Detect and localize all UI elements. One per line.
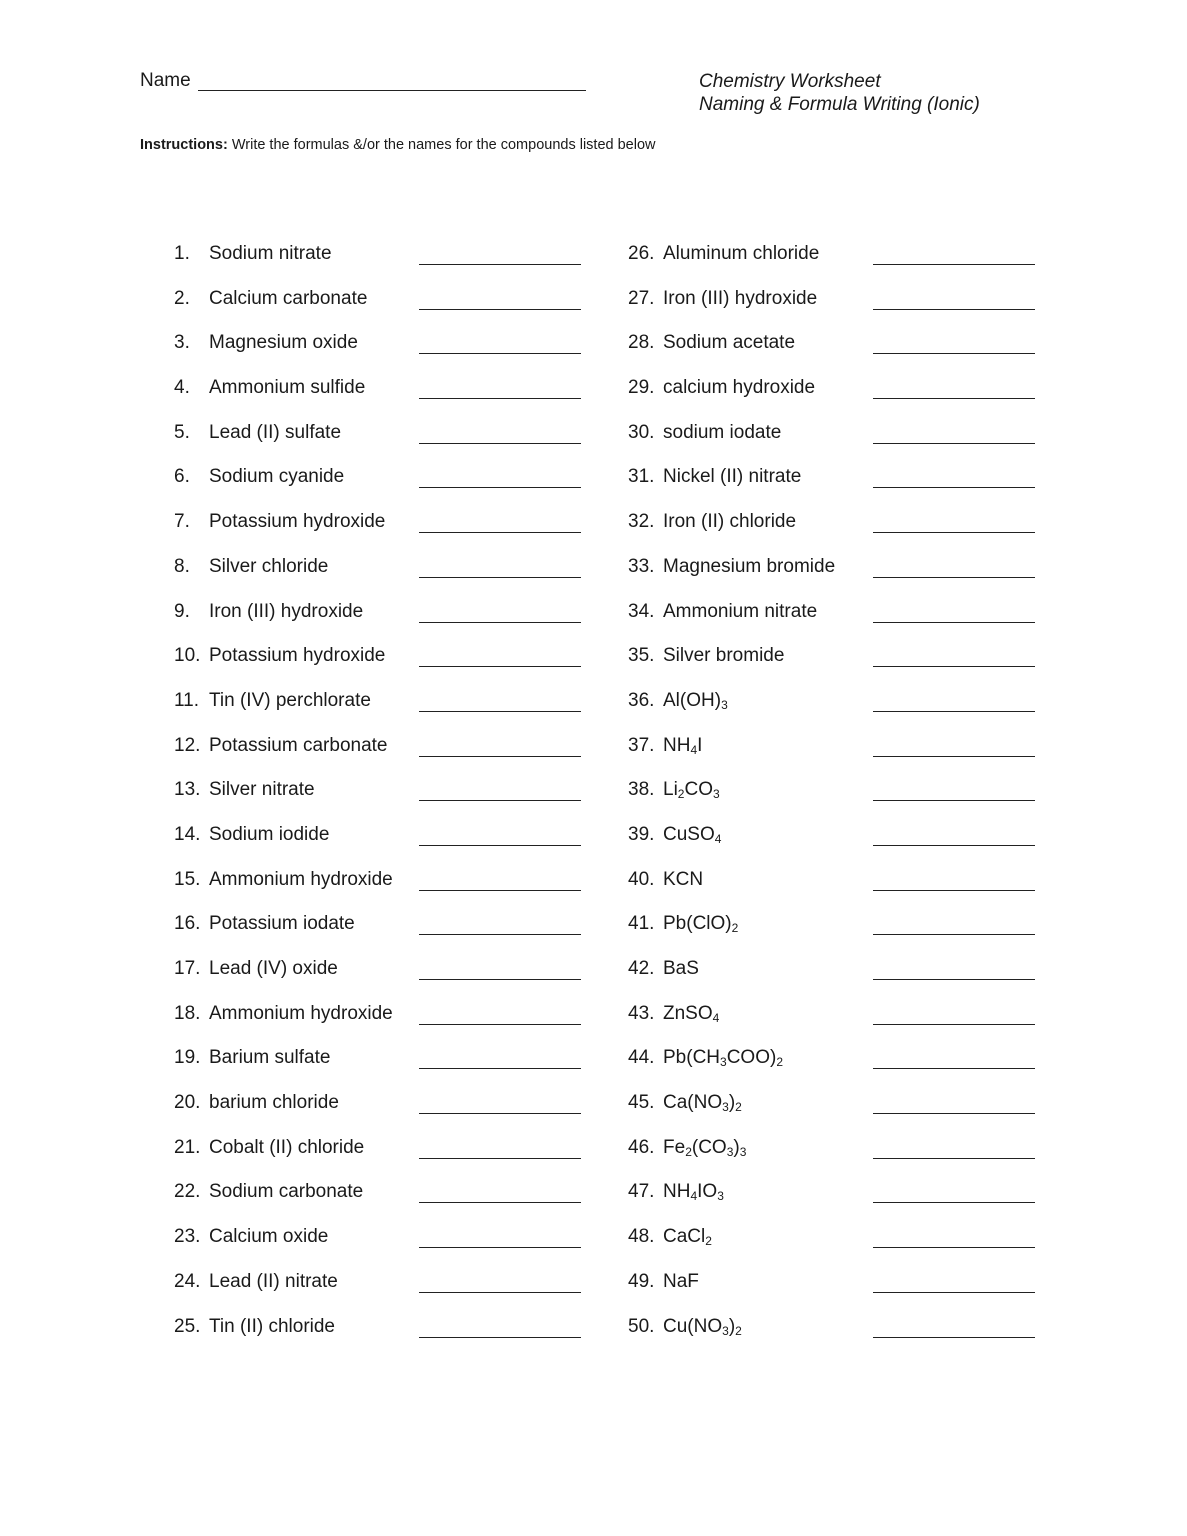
question-text: Sodium carbonate [209,1181,364,1203]
question-item [174,1003,584,1048]
question-item [628,1226,1038,1271]
worksheet-title: Chemistry Worksheet [699,71,881,92]
question-column-right [628,243,1038,1360]
question-number: 2. [174,287,190,309]
question-number: 14. [174,823,201,845]
answer-blank-line[interactable] [873,622,1035,623]
answer-blank-line[interactable] [873,487,1035,488]
name-label: Name [140,70,191,91]
answer-blank-line[interactable] [419,934,581,935]
question-text: Aluminum chloride [663,243,820,264]
answer-blank-line[interactable] [419,1024,581,1025]
answer-blank-line[interactable] [873,1202,1035,1203]
answer-blank-line[interactable] [873,711,1035,712]
question-text: $Ca(NO_3)_2$ [663,1092,742,1115]
answer-blank-line[interactable] [419,353,581,354]
answer-blank-line[interactable] [873,800,1035,801]
question-number: 21. [174,1136,201,1158]
question-text: barium chloride [209,1092,339,1114]
question-number: 18. [174,1002,201,1024]
question-text: $Cu(NO_3)_2$ [663,1315,742,1338]
question-item [174,1047,584,1092]
question-item [174,243,584,288]
answer-blank-line[interactable] [419,1068,581,1069]
question-item [174,1226,584,1271]
question-number: 27. [628,287,655,309]
question-item [628,466,1038,511]
question-item [628,243,1038,288]
question-text: Lead (II) nitrate [209,1270,338,1292]
question-text: Cobalt (II) chloride [209,1136,365,1158]
question-text: Potassium iodate [209,913,355,935]
question-number: 49. [628,1270,655,1292]
question-text: Silver chloride [209,555,329,577]
question-item [174,556,584,601]
question-item [628,735,1038,780]
question-item [174,1181,584,1226]
question-number: 31. [628,466,655,488]
question-text: ZnSO$_4$ [663,1002,720,1025]
question-item [174,1137,584,1182]
answer-blank-line[interactable] [419,890,581,891]
question-item [174,1271,584,1316]
answer-blank-line[interactable] [419,1158,581,1159]
question-text: Potassium carbonate [209,734,388,756]
question-text: CaCl$_2$ [663,1226,712,1249]
answer-blank-line[interactable] [419,309,581,310]
question-text: Iron (III) hydroxide [209,600,364,622]
question-item [174,511,584,556]
answer-blank-line[interactable] [419,622,581,623]
question-number: 9. [174,600,190,622]
question-number: 4. [174,377,190,399]
question-text: sodium iodate [663,421,782,443]
question-text: Lead (II) sulfate [209,421,342,443]
question-number: 28. [628,332,655,354]
question-number: 39. [628,823,655,845]
question-number: 48. [628,1226,655,1248]
question-item [174,779,584,824]
question-text: $Al(OH)_3$ [663,689,728,712]
question-number: 35. [628,645,655,667]
question-text: Magnesium bromide [663,555,836,577]
question-text: Tin (IV) perchlorate [209,689,371,711]
answer-blank-line[interactable] [419,264,581,265]
question-text: CuSO$_4$ [663,823,722,846]
question-number: 43. [628,1002,655,1024]
answer-blank-line[interactable] [873,890,1035,891]
question-item [628,1092,1038,1137]
question-item [628,913,1038,958]
question-text: $Li_2CO_3$ [663,779,720,802]
question-item [174,601,584,646]
title-block [699,70,980,116]
question-text: Potassium hydroxide [209,511,386,533]
question-text: NaF [663,1270,699,1292]
question-text: calcium hydroxide [663,377,816,399]
answer-blank-line[interactable] [873,1247,1035,1248]
answer-blank-line[interactable] [419,1337,581,1338]
question-text: Ammonium hydroxide [209,1002,393,1024]
worksheet-subtitle: Naming & Formula Writing (Ionic) [699,94,980,115]
answer-blank-line[interactable] [873,532,1035,533]
question-number: 50. [628,1315,655,1337]
question-number: 40. [628,868,655,890]
question-item [628,332,1038,377]
answer-blank-line[interactable] [873,934,1035,935]
question-item [628,824,1038,869]
question-number: 36. [628,689,655,711]
question-text: Calcium oxide [209,1226,329,1248]
question-item [174,690,584,735]
question-number: 33. [628,555,655,577]
question-item [174,1316,584,1361]
question-text: Nickel (II) nitrate [663,466,802,488]
question-text: Ammonium nitrate [663,600,818,622]
question-number: 6. [174,466,190,488]
question-number: 45. [628,1092,655,1114]
question-number: 13. [174,779,201,801]
question-item [628,779,1038,824]
question-item [628,645,1038,690]
question-text: Sodium iodide [209,823,330,845]
question-number: 41. [628,913,655,935]
question-text: Ammonium sulfide [209,377,366,399]
question-number: 16. [174,913,201,935]
question-item [174,466,584,511]
answer-blank-line[interactable] [419,1202,581,1203]
question-item [174,377,584,422]
question-number: 29. [628,377,655,399]
question-number: 44. [628,1047,655,1069]
question-number: 1. [174,243,190,264]
question-number: 17. [174,958,201,979]
question-item [628,1316,1038,1361]
question-number: 25. [174,1315,201,1337]
question-item [628,690,1038,735]
answer-blank-line[interactable] [419,443,581,444]
question-text: Barium sulfate [209,1047,331,1069]
question-number: 42. [628,958,655,979]
question-text: Iron (III) hydroxide [663,287,818,309]
answer-blank-line[interactable] [873,1024,1035,1025]
answer-blank-line[interactable] [419,845,581,846]
question-number: 8. [174,555,190,577]
question-text: $Pb(ClO)_2$ [663,913,739,936]
question-text: $Pb(CH_3COO)_2$ [663,1047,783,1070]
answer-blank-line[interactable] [873,577,1035,578]
question-number: 38. [628,779,655,801]
question-item [174,288,584,333]
instructions [140,137,656,153]
question-number: 32. [628,511,655,533]
question-item [628,601,1038,646]
question-text: Silver nitrate [209,779,315,801]
question-text: $NH_4IO_3$ [663,1181,724,1204]
answer-blank-line[interactable] [873,979,1035,980]
answer-blank-line[interactable] [419,756,581,757]
answer-blank-line[interactable] [873,666,1035,667]
question-text: Magnesium oxide [209,332,358,354]
question-number: 12. [174,734,201,756]
answer-blank-line[interactable] [873,443,1035,444]
question-number: 10. [174,645,201,667]
answer-blank-line[interactable] [873,1337,1035,1338]
question-item [174,422,584,467]
question-item [628,377,1038,422]
question-item [174,735,584,780]
question-number: 19. [174,1047,201,1069]
answer-blank-line[interactable] [873,1158,1035,1159]
question-text: Lead (IV) oxide [209,958,338,979]
question-item [174,1092,584,1137]
answer-blank-line[interactable] [873,1292,1035,1293]
answer-blank-line[interactable] [419,1247,581,1248]
question-number: 47. [628,1181,655,1203]
question-item [174,869,584,914]
question-number: 46. [628,1136,655,1158]
question-text: Calcium carbonate [209,287,368,309]
question-item [628,556,1038,601]
question-item [628,1271,1038,1316]
question-item [628,288,1038,333]
question-text: BaS [663,958,699,979]
answer-blank-line[interactable] [873,353,1035,354]
question-number: 5. [174,421,190,443]
answer-blank-line[interactable] [419,711,581,712]
answer-blank-line[interactable] [873,756,1035,757]
answer-blank-line[interactable] [873,1113,1035,1114]
question-text: Iron (II) chloride [663,511,797,533]
question-text: $NH_4I$ [663,734,703,757]
answer-blank-line[interactable] [873,1068,1035,1069]
question-number: 30. [628,421,655,443]
question-number: 37. [628,734,655,756]
answer-blank-line[interactable] [419,1113,581,1114]
instructions-label: Instructions: [140,137,228,153]
question-item [628,1137,1038,1182]
answer-blank-line[interactable] [419,666,581,667]
question-number: 3. [174,332,190,354]
question-item [174,913,584,958]
instructions-text: Write the formulas &/or the names for the compounds listed below [227,137,656,153]
question-number: 7. [174,511,190,533]
question-text: Potassium hydroxide [209,645,386,667]
question-text: Tin (II) chloride [209,1315,335,1337]
answer-blank-line[interactable] [873,845,1035,846]
question-text: Sodium nitrate [209,243,332,264]
answer-blank-line[interactable] [419,398,581,399]
question-item [628,1047,1038,1092]
answer-blank-line[interactable] [873,398,1035,399]
name-blank-line [198,90,586,91]
answer-blank-line[interactable] [419,979,581,980]
question-number: 20. [174,1092,201,1114]
answer-blank-line[interactable] [419,1292,581,1293]
question-number: 24. [174,1270,201,1292]
answer-blank-line[interactable] [419,577,581,578]
answer-blank-line[interactable] [419,532,581,533]
question-item [628,1181,1038,1226]
question-item [174,824,584,869]
question-number: 26. [628,243,655,264]
question-text: Sodium cyanide [209,466,345,488]
question-text: Sodium acetate [663,332,796,354]
question-item [628,958,1038,1003]
question-item [628,1003,1038,1048]
question-number: 22. [174,1181,201,1203]
question-item [174,332,584,377]
question-column-left [174,243,584,1360]
question-number: 34. [628,600,655,622]
question-text: Silver bromide [663,645,785,667]
question-number: 15. [174,868,201,890]
question-item [174,645,584,690]
answer-blank-line[interactable] [873,309,1035,310]
answer-blank-line[interactable] [419,800,581,801]
question-text: $Fe_2(CO_3)_3$ [663,1136,747,1159]
question-number: 11. [174,689,200,711]
answer-blank-line[interactable] [873,264,1035,265]
answer-blank-line[interactable] [419,487,581,488]
question-item [628,869,1038,914]
question-number: 23. [174,1226,201,1248]
question-text: KCN [663,868,704,890]
question-item [174,958,584,1003]
question-item [628,422,1038,467]
question-text: Ammonium hydroxide [209,868,393,890]
question-item [628,511,1038,556]
